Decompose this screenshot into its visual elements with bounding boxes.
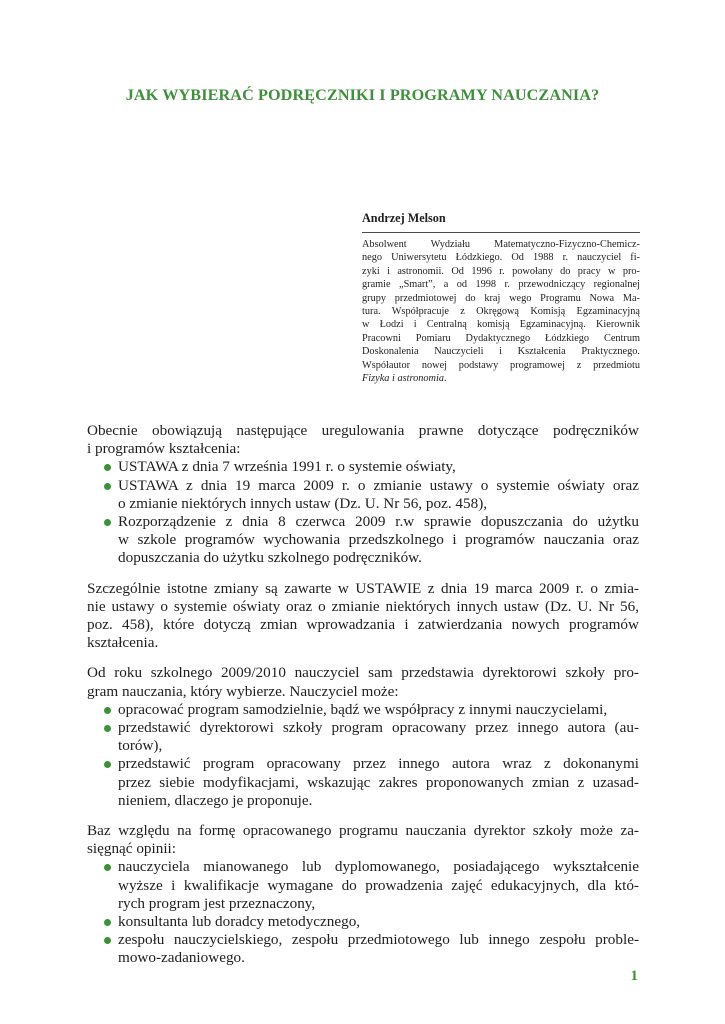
teacher-options-list	[87, 701, 639, 810]
page-title: JAK WYBIERAĆ PODRĘCZNIKI I PROGRAMY NAUCZANIA?	[125, 86, 600, 104]
bio-end-punctuation: .	[444, 373, 447, 385]
paragraph-line: Baz względu na formę opracowanego programu nauczania dyrektor szkoły może za-	[87, 822, 639, 840]
list-item	[87, 755, 639, 810]
paragraph-line: poz. 458), które dotyczą zmian wprowadzania i zatwierdzania nowych programów	[87, 616, 639, 634]
author-name: Andrzej Melson	[362, 210, 640, 233]
bullet-dot-icon	[104, 761, 111, 768]
author-bio	[362, 238, 640, 385]
teacher-section	[87, 664, 639, 810]
list-item	[87, 913, 639, 931]
list-item	[87, 858, 639, 913]
bio-last-line	[362, 372, 640, 385]
list-item-line: przez siebie modyfikacjami, wskazując zakres proponowanych zmian z uzasad-	[118, 773, 639, 791]
paragraph-line: Od roku szkolnego 2009/2010 nauczyciel sam przedstawia dyrektorowi szkoły pro-	[87, 664, 639, 682]
bullet-dot-icon	[104, 519, 111, 526]
paragraph-line: sięgnąć opinii:	[87, 840, 176, 858]
list-item-line: USTAWA z dnia 7 września 1991 r. o systemie oświaty,	[118, 458, 456, 476]
paragraph-line: kształcenia.	[87, 634, 159, 652]
legal-acts-list	[87, 458, 639, 567]
paragraph-line: i programów kształcenia:	[87, 440, 241, 458]
list-item	[87, 513, 639, 568]
list-item-line: rych program jest przeznaczony,	[118, 894, 316, 912]
bio-line: w Łodzi i Centralną komisją Egzaminacyjną. Kierownik	[362, 319, 640, 331]
page-number: 1	[630, 968, 638, 984]
bio-italic-subject: Fizyka i astronomia	[362, 373, 444, 385]
bullet-dot-icon	[104, 707, 111, 714]
list-item-line: przedstawić dyrektorowi szkoły program opracowany przez innego autora (au-	[118, 719, 639, 737]
bullet-dot-icon	[104, 464, 111, 471]
bio-line: zyki i astronomii. Od 1996 r. powołany do pracy w pro-	[362, 265, 640, 277]
list-item-line: USTAWA z dnia 19 marca 2009 r. o zmianie ustawy o systemie oświaty oraz	[118, 476, 639, 494]
bio-line: Doskonalenia Nauczycieli i Kształcenia Praktycznego.	[362, 346, 640, 358]
list-item-line: nauczyciela mianowanego lub dyplomowanego, posiadającego wykształcenie	[118, 858, 639, 876]
opinion-sources-list	[87, 858, 639, 967]
bio-line: Współautor nowej podstawy programowej z przedmiotu	[362, 359, 640, 371]
author-box	[362, 210, 640, 385]
list-item	[87, 458, 639, 476]
bullet-dot-icon	[104, 937, 111, 944]
bullet-dot-icon	[104, 725, 111, 732]
changes-section	[87, 580, 639, 653]
list-item-line: opracować program samodzielnie, bądź we współpracy z innymi nauczycielami,	[118, 700, 608, 718]
list-item-line: nieniem, dlaczego je proponuje.	[118, 791, 313, 809]
director-section	[87, 822, 639, 968]
list-item-line: zespołu nauczycielskiego, zespołu przedmiotowego lub innego zespołu proble-	[118, 931, 639, 949]
list-item	[87, 477, 639, 513]
bio-line: tura. Współpracuje z Okręgową Komisją Egzaminacyjną	[362, 306, 640, 318]
bio-line: Pracowni Pomiaru Dydaktycznego Łódzkiego Centrum	[362, 332, 640, 344]
list-item	[87, 719, 639, 755]
list-item-line: przedstawić program opracowany przez innego autora wraz z dokonanymi	[118, 755, 639, 773]
list-item-line: dopuszczania do użytku szkolnego podręczników.	[118, 549, 422, 567]
list-item-line: konsultanta lub doradcy metodycznego,	[118, 913, 361, 931]
list-item-line: Rozporządzenie z dnia 8 czerwca 2009 r.w sprawie dopuszczania do użytku	[118, 513, 639, 531]
list-item	[87, 931, 639, 967]
bullet-dot-icon	[104, 483, 111, 490]
bio-line: grupy przedmiotowej do kraj wego Programu Nowa Ma-	[362, 292, 640, 304]
paragraph-line: Szczególnie istotne zmiany są zawarte w USTAWIE z dnia 19 marca 2009 r. o zmia-	[87, 579, 639, 597]
paragraph-line: gram nauczania, który wybierze. Nauczyciel może:	[87, 682, 399, 700]
paragraph-line: nie ustawy o systemie oświaty oraz o zmianie niektórych innych ustaw (Dz. U. Nr 56,	[87, 597, 639, 615]
list-item	[87, 701, 639, 719]
list-item-line: o zmianie niektórych innych ustaw (Dz. U. Nr 56, poz. 458),	[118, 494, 488, 512]
bio-line: gramie „Smart”, a od 1998 r. przewodniczący regionalnej	[362, 279, 640, 291]
bio-line: nego Uniwersytetu Łódzkiego. Od 1988 r. nauczyciel fi-	[362, 252, 640, 264]
list-item-line: w szkole programów wychowania przedszkolnego i programów nauczania oraz	[118, 531, 639, 549]
list-item-line: torów),	[118, 737, 163, 755]
main-content	[87, 422, 639, 980]
list-item-line: wyższe i kwalifikacje wymagane do prowadzenia zajęć edukacyjnych, dla któ-	[118, 876, 639, 894]
list-item-line: mowo-zadaniowego.	[118, 949, 245, 967]
intro-section	[87, 422, 639, 568]
bullet-dot-icon	[104, 864, 111, 871]
paragraph-line: Obecnie obowiązują następujące uregulowania prawne dotyczące podręczników	[87, 422, 639, 439]
bullet-dot-icon	[104, 919, 111, 926]
bio-line: Absolwent Wydziału Matematyczno-Fizyczno-Chemicz-	[362, 239, 640, 250]
